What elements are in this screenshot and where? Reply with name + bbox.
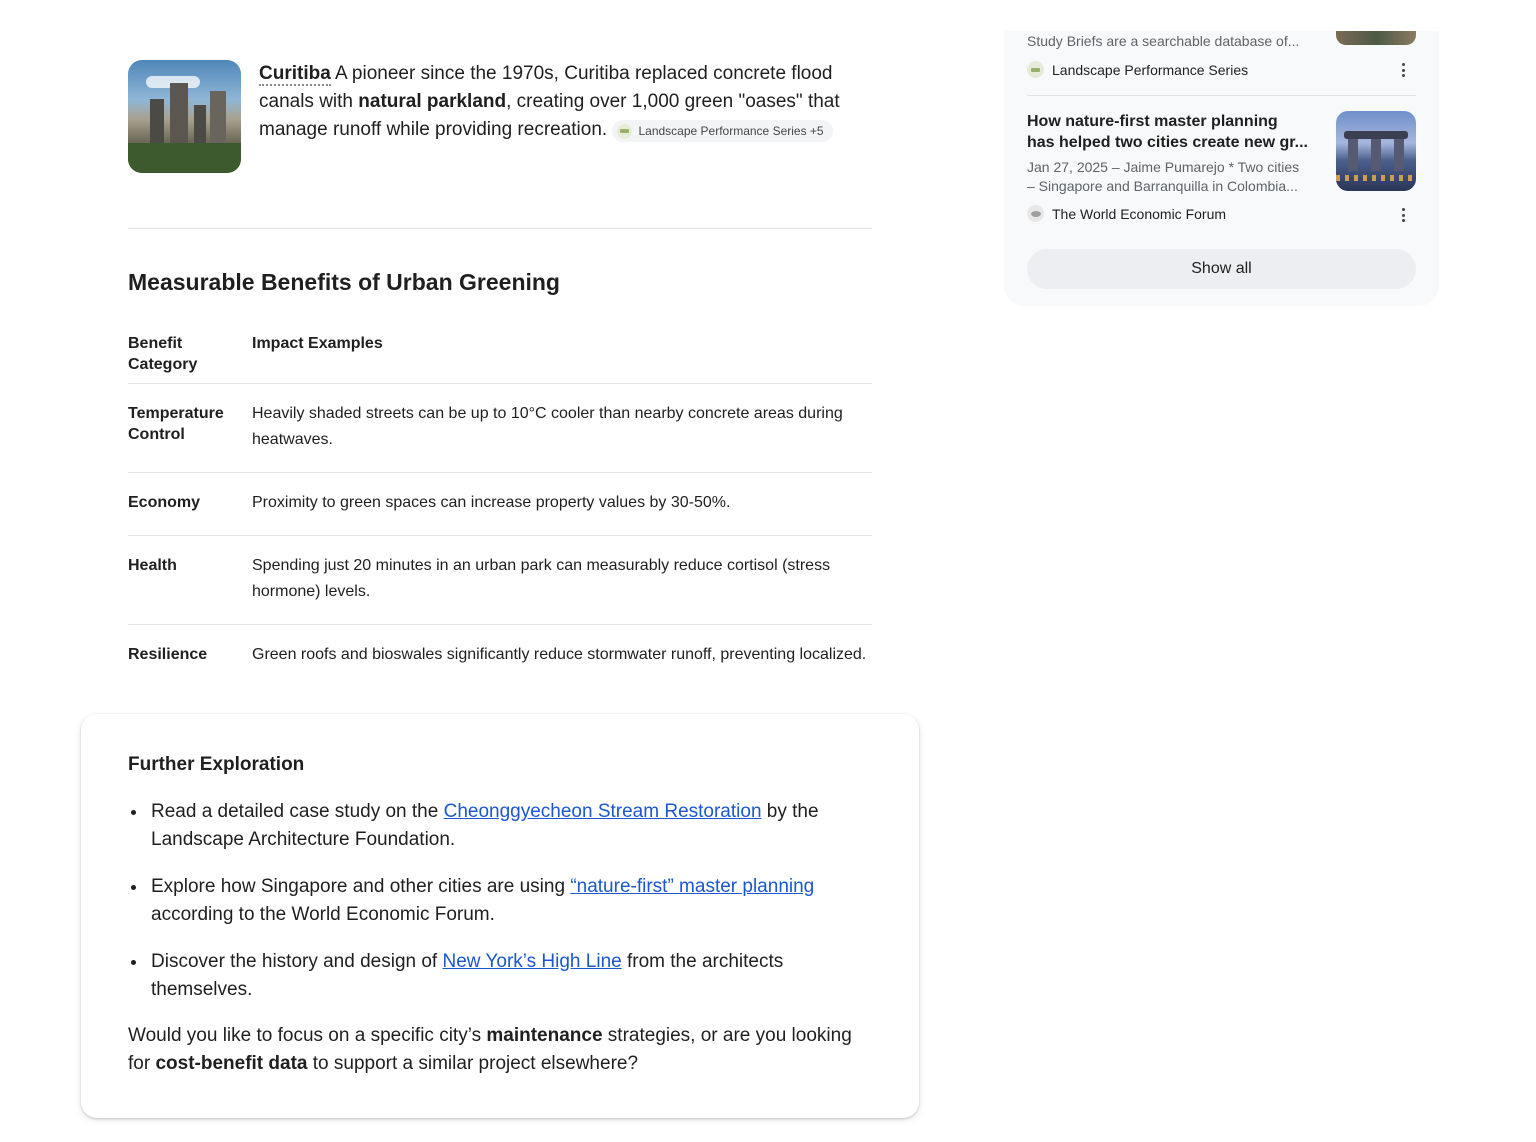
more-options-icon[interactable] xyxy=(1400,61,1406,79)
curitiba-city-image[interactable] xyxy=(128,60,241,173)
source-attribution[interactable] xyxy=(1027,61,1248,78)
row-category: Resilience xyxy=(128,625,252,713)
source-snippet: Study Briefs are a searchable database of... xyxy=(1027,33,1300,49)
marina-deck-shape xyxy=(1344,131,1408,139)
show-all-button[interactable]: Show all xyxy=(1027,249,1416,289)
tower-shape xyxy=(1394,139,1404,171)
source-article-title[interactable] xyxy=(1027,111,1319,153)
question-text: strategies, or are you looking for xyxy=(128,1025,852,1074)
source-chip-label: Landscape Performance Series +5 xyxy=(638,124,824,138)
landscape-performance-favicon-icon xyxy=(1027,61,1044,78)
row-impact: Proximity to green spaces can increase property values by 30-50%. xyxy=(252,473,872,536)
source-attribution[interactable] xyxy=(1027,205,1226,222)
question-text: Would you like to focus on a specific city’s xyxy=(128,1025,487,1046)
trees-shape xyxy=(128,143,241,173)
world-economic-forum-favicon-icon xyxy=(1027,205,1044,222)
nature-first-planning-link[interactable]: “nature-first” master planning xyxy=(570,876,815,897)
item-text: by the Landscape Architecture Foundation. xyxy=(151,801,819,850)
city-example-curitiba xyxy=(128,60,872,173)
title-line: How nature-first master planning xyxy=(1027,113,1278,130)
row-category: Health xyxy=(128,536,252,625)
source-chip[interactable] xyxy=(612,120,832,142)
row-impact: Heavily shaded streets can be up to 10°C cooler than nearby concrete areas during heatwaves. xyxy=(252,384,872,473)
question-bold: cost-benefit data xyxy=(155,1053,308,1074)
city-text-after: , creating over 1,000 green "oases" that manage runoff while providing recreation. xyxy=(259,91,840,140)
follow-up-question xyxy=(128,1022,873,1078)
table-row xyxy=(128,384,872,473)
source-article-snippet xyxy=(1027,158,1319,196)
source-article-thumbnail[interactable] xyxy=(1336,111,1416,191)
building-shape xyxy=(170,83,188,149)
source-name: The World Economic Forum xyxy=(1052,205,1227,222)
more-options-icon[interactable] xyxy=(1400,206,1406,224)
category-line1: Temperature xyxy=(128,405,224,422)
header-impact-examples: Impact Examples xyxy=(252,335,383,352)
tower-shape xyxy=(1348,139,1358,171)
landscape-performance-favicon-icon xyxy=(617,124,632,139)
row-impact: Spending just 20 minutes in an urban park can measurably reduce cortisol (stress hormone) levels. xyxy=(252,536,872,625)
item-text: Read a detailed case study on the xyxy=(151,801,444,822)
source-name: Landscape Performance Series xyxy=(1052,61,1249,78)
tower-shape xyxy=(1371,139,1381,171)
list-item xyxy=(128,873,868,929)
source-divider xyxy=(1027,95,1416,96)
section-title: Measurable Benefits of Urban Greening xyxy=(128,269,560,295)
category-line2: Control xyxy=(128,426,185,443)
cheonggyecheon-link[interactable]: Cheonggyecheon Stream Restoration xyxy=(443,801,762,822)
snippet-line: – Singapore and Barranquilla in Colombia... xyxy=(1027,178,1298,194)
city-lights-shape xyxy=(1336,175,1416,181)
header-benefit-category xyxy=(128,333,252,384)
header-category-line1: Benefit xyxy=(128,335,183,352)
section-divider xyxy=(128,228,872,229)
snippet-line: Jan 27, 2025 – Jaime Pumarejo * Two cities xyxy=(1027,159,1300,175)
row-category xyxy=(128,384,252,473)
source-thumbnail[interactable] xyxy=(1336,31,1416,45)
city-name-link[interactable]: Curitiba xyxy=(259,63,331,84)
table-row xyxy=(128,625,872,713)
header-category-line2: Category xyxy=(128,356,198,373)
question-text: to support a similar project elsewhere? xyxy=(307,1053,639,1074)
high-line-link[interactable]: New York’s High Line xyxy=(442,951,622,972)
sources-panel xyxy=(1004,31,1439,306)
city-description xyxy=(259,60,872,173)
city-text-before: A pioneer since the 1970s, Curitiba replaced concrete flood canals with xyxy=(259,63,833,112)
title-line: has helped two cities create new gr... xyxy=(1027,134,1308,151)
building-shape xyxy=(210,91,226,149)
city-text-bold: natural parkland xyxy=(358,91,507,112)
item-text: from the architects themselves. xyxy=(151,951,784,1000)
list-item xyxy=(128,948,868,1004)
table-row xyxy=(128,473,872,536)
list-item xyxy=(128,798,868,854)
item-text: according to the World Economic Forum. xyxy=(151,904,495,925)
benefits-table xyxy=(128,333,872,713)
item-text: Discover the history and design of xyxy=(151,951,443,972)
row-category: Economy xyxy=(128,473,252,536)
building-shape xyxy=(150,99,164,149)
row-impact: Green roofs and bioswales significantly reduce stormwater runoff, preventing localized. xyxy=(252,625,872,713)
item-text: Explore how Singapore and other cities are using xyxy=(151,876,571,897)
further-exploration-list xyxy=(128,798,868,1023)
table-header-row xyxy=(128,333,872,384)
further-exploration-card xyxy=(81,714,919,1118)
table-row xyxy=(128,536,872,625)
question-bold: maintenance xyxy=(486,1025,603,1046)
further-exploration-title: Further Exploration xyxy=(128,754,305,775)
